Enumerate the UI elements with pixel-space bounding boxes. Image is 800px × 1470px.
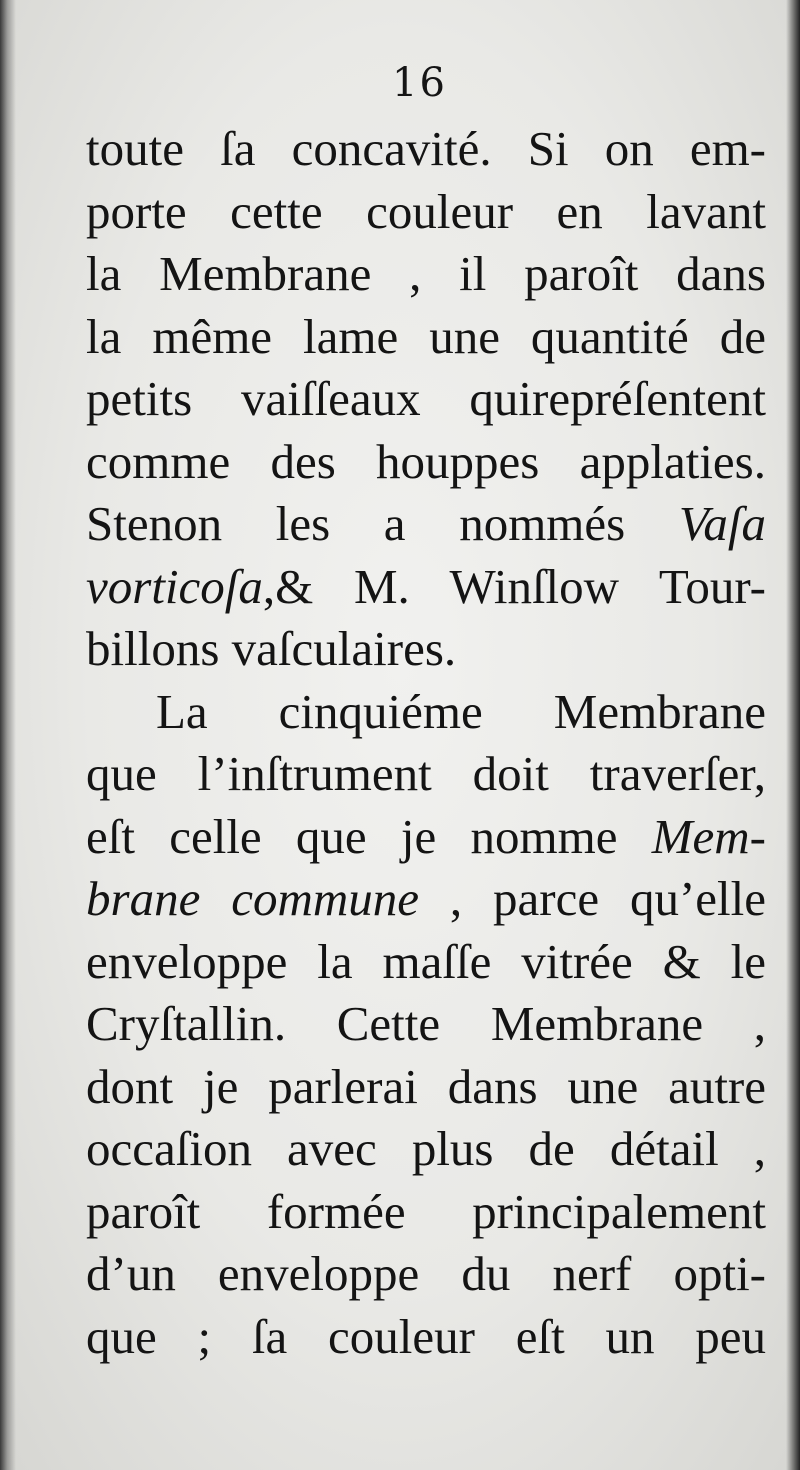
italic-term: brane commune <box>86 871 419 926</box>
text-line: que ; ſa couleur eſt un peu <box>86 1308 766 1364</box>
page-left-edge-shadow <box>0 0 16 1470</box>
text-line: la Membrane , il paroît dans <box>86 246 766 301</box>
italic-term: Vaſa <box>678 496 766 551</box>
text-line: billons vaſculaires. <box>86 621 457 676</box>
text-line: brane commune , parce qu’elle <box>86 871 766 926</box>
text-line: paroît formée principalement <box>86 1183 766 1239</box>
page-number: 16 <box>392 60 447 106</box>
text-line: vorticoſa,& M. Winſlow Tour- <box>86 558 766 614</box>
text-line: toute ſa concavité. Si on em- <box>86 121 766 176</box>
text-line: que l’inſtrument doit traverſer, <box>86 746 766 801</box>
text-line: Cryſtallin. Cette Membrane , <box>86 996 766 1051</box>
text-line: porte cette couleur en lavant <box>86 183 766 239</box>
text-line: enveloppe la maſſe vitrée & le <box>86 933 766 989</box>
text-line: occaſion avec plus de détail , <box>86 1121 766 1176</box>
text-line: comme des houppes applaties. <box>86 433 766 489</box>
text-line: dont je parlerai dans une autre <box>86 1058 766 1114</box>
text-line: Stenon les a nommés Vaſa <box>86 496 766 551</box>
body-text <box>86 118 766 1368</box>
text-line: La cinquiéme Membrane <box>156 683 766 739</box>
text-line: eſt celle que je nomme Mem- <box>86 808 766 864</box>
page-right-edge-shadow <box>786 0 800 1470</box>
italic-term: vorticoſa <box>86 558 263 614</box>
italic-term: Mem- <box>651 808 766 864</box>
text-line: la même lame une quantité de <box>86 308 766 364</box>
text-line: d’un enveloppe du nerf opti- <box>86 1246 766 1301</box>
text-line: petits vaiſſeaux quirepréſentent <box>86 371 766 426</box>
